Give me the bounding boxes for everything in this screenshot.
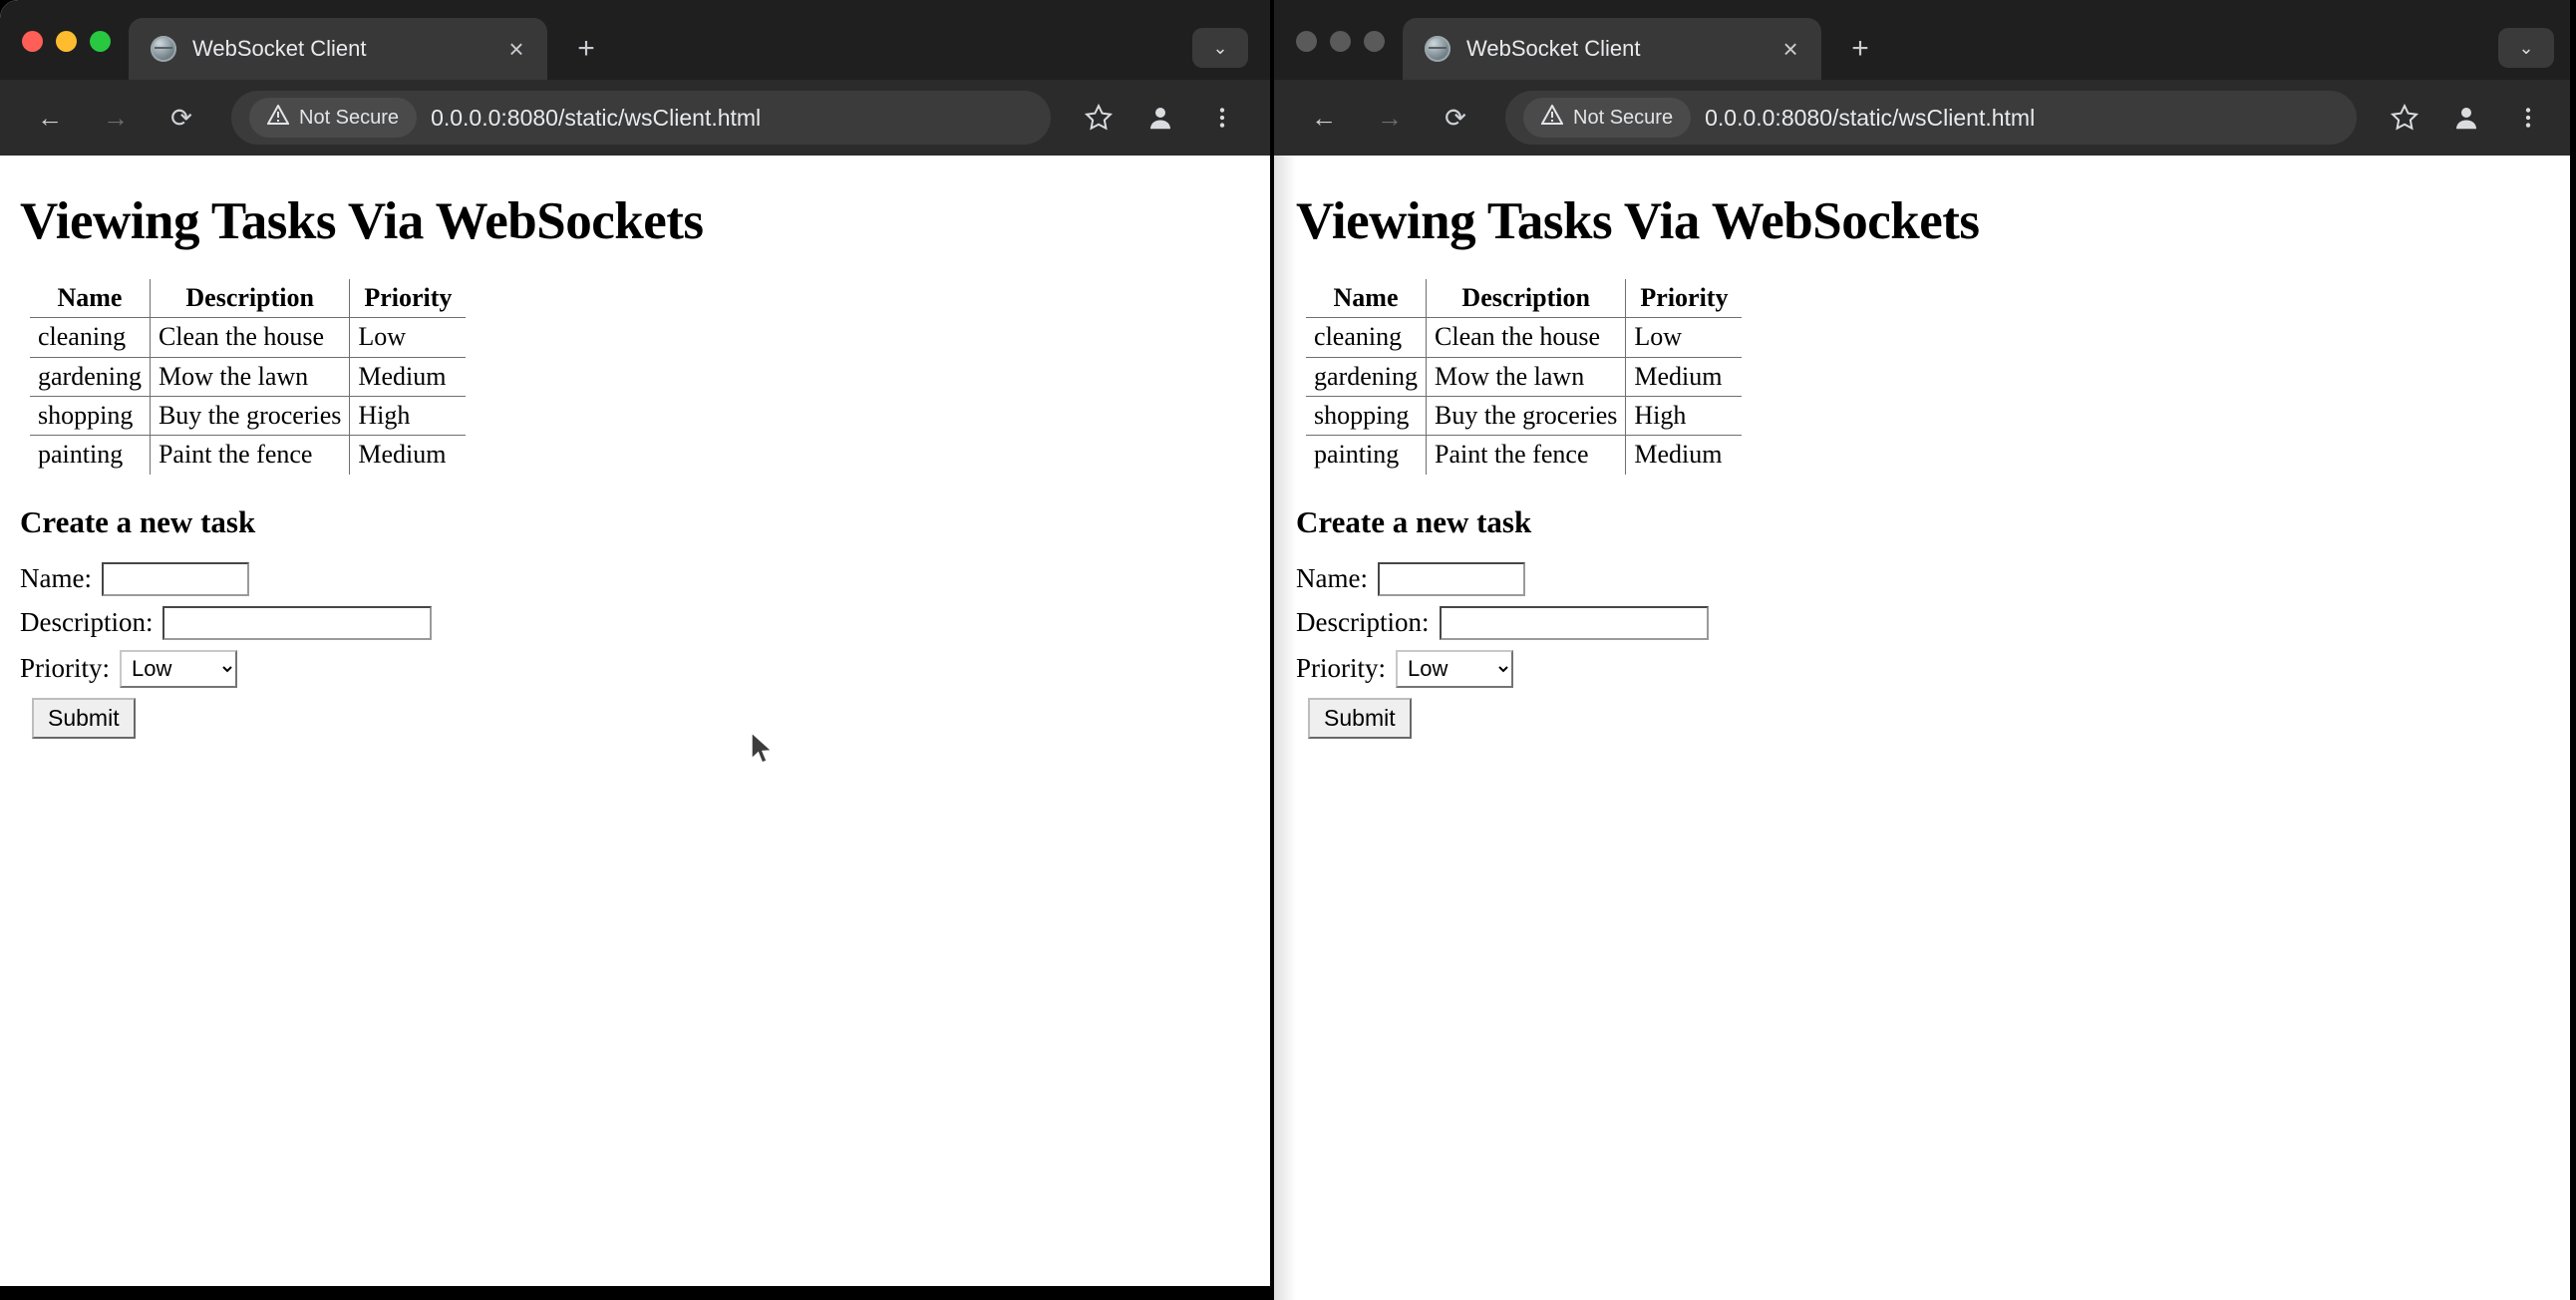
- table-row: [1306, 396, 1742, 435]
- page-content-left: [0, 156, 1270, 1300]
- column-header-name: Name: [1306, 279, 1426, 318]
- cell-description: Buy the groceries: [150, 396, 349, 435]
- submit-button[interactable]: Submit: [1308, 698, 1412, 739]
- title-bar-right: [1274, 0, 2576, 80]
- url-text: 0.0.0.0:8080/static/wsClient.html: [1705, 104, 2036, 131]
- table-row: [1306, 357, 1742, 396]
- tasks-table: [1306, 279, 1742, 475]
- priority-label: Priority:: [1296, 653, 1387, 684]
- cell-description: Clean the house: [1427, 318, 1626, 357]
- tasks-table: [30, 279, 466, 475]
- tab-title: WebSocket Client: [192, 36, 367, 61]
- new-tab-icon[interactable]: +: [577, 32, 595, 65]
- priority-field-row: [20, 650, 1250, 688]
- maximize-window-button[interactable]: [90, 31, 111, 52]
- reload-icon[interactable]: ⟳: [170, 102, 192, 133]
- priority-select[interactable]: [1396, 650, 1513, 688]
- browser-toolbar-left: [0, 80, 1270, 156]
- submit-button[interactable]: Submit: [32, 698, 136, 739]
- tab-search-chevron-down-icon[interactable]: ⌄: [2498, 28, 2554, 68]
- warning-triangle-icon: [267, 105, 289, 131]
- cell-name: painting: [1306, 436, 1426, 475]
- column-header-name: Name: [30, 279, 150, 318]
- bookmark-star-icon[interactable]: [1073, 92, 1125, 144]
- priority-field-row: [1296, 650, 2556, 688]
- cell-name: painting: [30, 436, 150, 475]
- close-tab-icon[interactable]: ×: [508, 34, 524, 64]
- name-input[interactable]: [1378, 562, 1525, 596]
- new-tab-icon[interactable]: +: [1851, 32, 1869, 65]
- close-window-button[interactable]: [1296, 31, 1317, 52]
- priority-label: Priority:: [20, 653, 111, 684]
- cell-name: shopping: [1306, 396, 1426, 435]
- globe-icon: [1425, 36, 1450, 62]
- cell-description: Mow the lawn: [150, 357, 349, 396]
- cell-name: gardening: [1306, 357, 1426, 396]
- forward-icon[interactable]: →: [103, 102, 129, 133]
- page-content-right: [1274, 156, 2576, 1300]
- description-label: Description:: [20, 607, 154, 638]
- column-header-description: Description: [1427, 279, 1626, 318]
- cell-name: cleaning: [1306, 318, 1426, 357]
- table-row: [30, 436, 466, 475]
- submit-row: [1296, 698, 2556, 739]
- window-controls-left[interactable]: [0, 31, 129, 80]
- url-text: 0.0.0.0:8080/static/wsClient.html: [431, 104, 762, 131]
- not-secure-label: Not Secure: [299, 106, 400, 129]
- screen-right-edge: [2570, 0, 2576, 1300]
- profile-avatar-icon[interactable]: [1134, 92, 1186, 144]
- reload-icon[interactable]: ⟳: [1445, 102, 1466, 133]
- maximize-window-button[interactable]: [1364, 31, 1385, 52]
- browser-window-left: [0, 0, 1270, 1300]
- column-header-priority: Priority: [1626, 279, 1743, 318]
- name-field-row: [1296, 562, 2556, 596]
- table-row: [1306, 318, 1742, 357]
- close-tab-icon[interactable]: ×: [1782, 34, 1798, 64]
- description-label: Description:: [1296, 607, 1430, 638]
- cell-name: shopping: [30, 396, 150, 435]
- globe-icon: [151, 36, 176, 62]
- name-label: Name:: [1296, 563, 1369, 594]
- name-label: Name:: [20, 563, 92, 594]
- description-field-row: [20, 606, 1250, 640]
- cell-description: Paint the fence: [1427, 436, 1626, 475]
- column-header-description: Description: [150, 279, 349, 318]
- description-input[interactable]: [162, 606, 432, 640]
- table-header-row: [1306, 279, 1742, 318]
- cell-description: Buy the groceries: [1427, 396, 1626, 435]
- not-secure-badge[interactable]: [249, 98, 417, 138]
- cell-priority: Low: [350, 318, 467, 357]
- cell-priority: High: [1626, 396, 1743, 435]
- page-title: Viewing Tasks Via WebSockets: [1296, 192, 1980, 250]
- cell-name: gardening: [30, 357, 150, 396]
- window-bottom-edge: [0, 1286, 1270, 1300]
- submit-row: [20, 698, 1250, 739]
- not-secure-label: Not Secure: [1573, 106, 1674, 129]
- cell-priority: Low: [1626, 318, 1743, 357]
- window-controls-right[interactable]: [1274, 31, 1403, 80]
- tab-search-chevron-down-icon[interactable]: ⌄: [1192, 28, 1248, 68]
- page-title: Viewing Tasks Via WebSockets: [20, 192, 704, 250]
- create-task-heading: Create a new task: [20, 503, 256, 539]
- cell-description: Paint the fence: [150, 436, 349, 475]
- browser-menu-icon[interactable]: [1196, 92, 1248, 144]
- cell-priority: Medium: [350, 357, 467, 396]
- address-bar[interactable]: [231, 91, 1051, 145]
- cell-name: cleaning: [30, 318, 150, 357]
- profile-avatar-icon[interactable]: [2440, 92, 2492, 144]
- browser-window-right: [1274, 0, 2576, 1300]
- table-row: [30, 318, 466, 357]
- description-field-row: [1296, 606, 2556, 640]
- minimize-window-button[interactable]: [1330, 31, 1351, 52]
- tab-title: WebSocket Client: [1466, 36, 1641, 61]
- priority-select[interactable]: [120, 650, 237, 688]
- cell-priority: High: [350, 396, 467, 435]
- description-input[interactable]: [1440, 606, 1709, 640]
- table-row: [1306, 436, 1742, 475]
- browser-menu-icon[interactable]: [2502, 92, 2554, 144]
- forward-icon[interactable]: →: [1377, 102, 1404, 133]
- create-task-heading: Create a new task: [1296, 503, 1532, 539]
- minimize-window-button[interactable]: [56, 31, 77, 52]
- cell-priority: Medium: [1626, 436, 1743, 475]
- cell-priority: Medium: [1626, 357, 1743, 396]
- cell-description: Clean the house: [150, 318, 349, 357]
- name-input[interactable]: [102, 562, 249, 596]
- table-row: [30, 357, 466, 396]
- browser-tab-active[interactable]: [1403, 18, 1821, 80]
- column-header-priority: Priority: [350, 279, 467, 318]
- table-header-row: [30, 279, 466, 318]
- address-bar[interactable]: [1505, 91, 2357, 145]
- close-window-button[interactable]: [22, 31, 43, 52]
- table-row: [30, 396, 466, 435]
- back-icon[interactable]: ←: [1311, 102, 1338, 133]
- browser-tab-active[interactable]: [129, 18, 547, 80]
- not-secure-badge[interactable]: [1523, 98, 1691, 138]
- back-icon[interactable]: ←: [37, 102, 63, 133]
- title-bar-left: [0, 0, 1270, 80]
- cell-priority: Medium: [350, 436, 467, 475]
- bookmark-star-icon[interactable]: [2379, 92, 2430, 144]
- name-field-row: [20, 562, 1250, 596]
- browser-toolbar-right: [1274, 80, 2576, 156]
- cell-description: Mow the lawn: [1427, 357, 1626, 396]
- warning-triangle-icon: [1541, 105, 1563, 131]
